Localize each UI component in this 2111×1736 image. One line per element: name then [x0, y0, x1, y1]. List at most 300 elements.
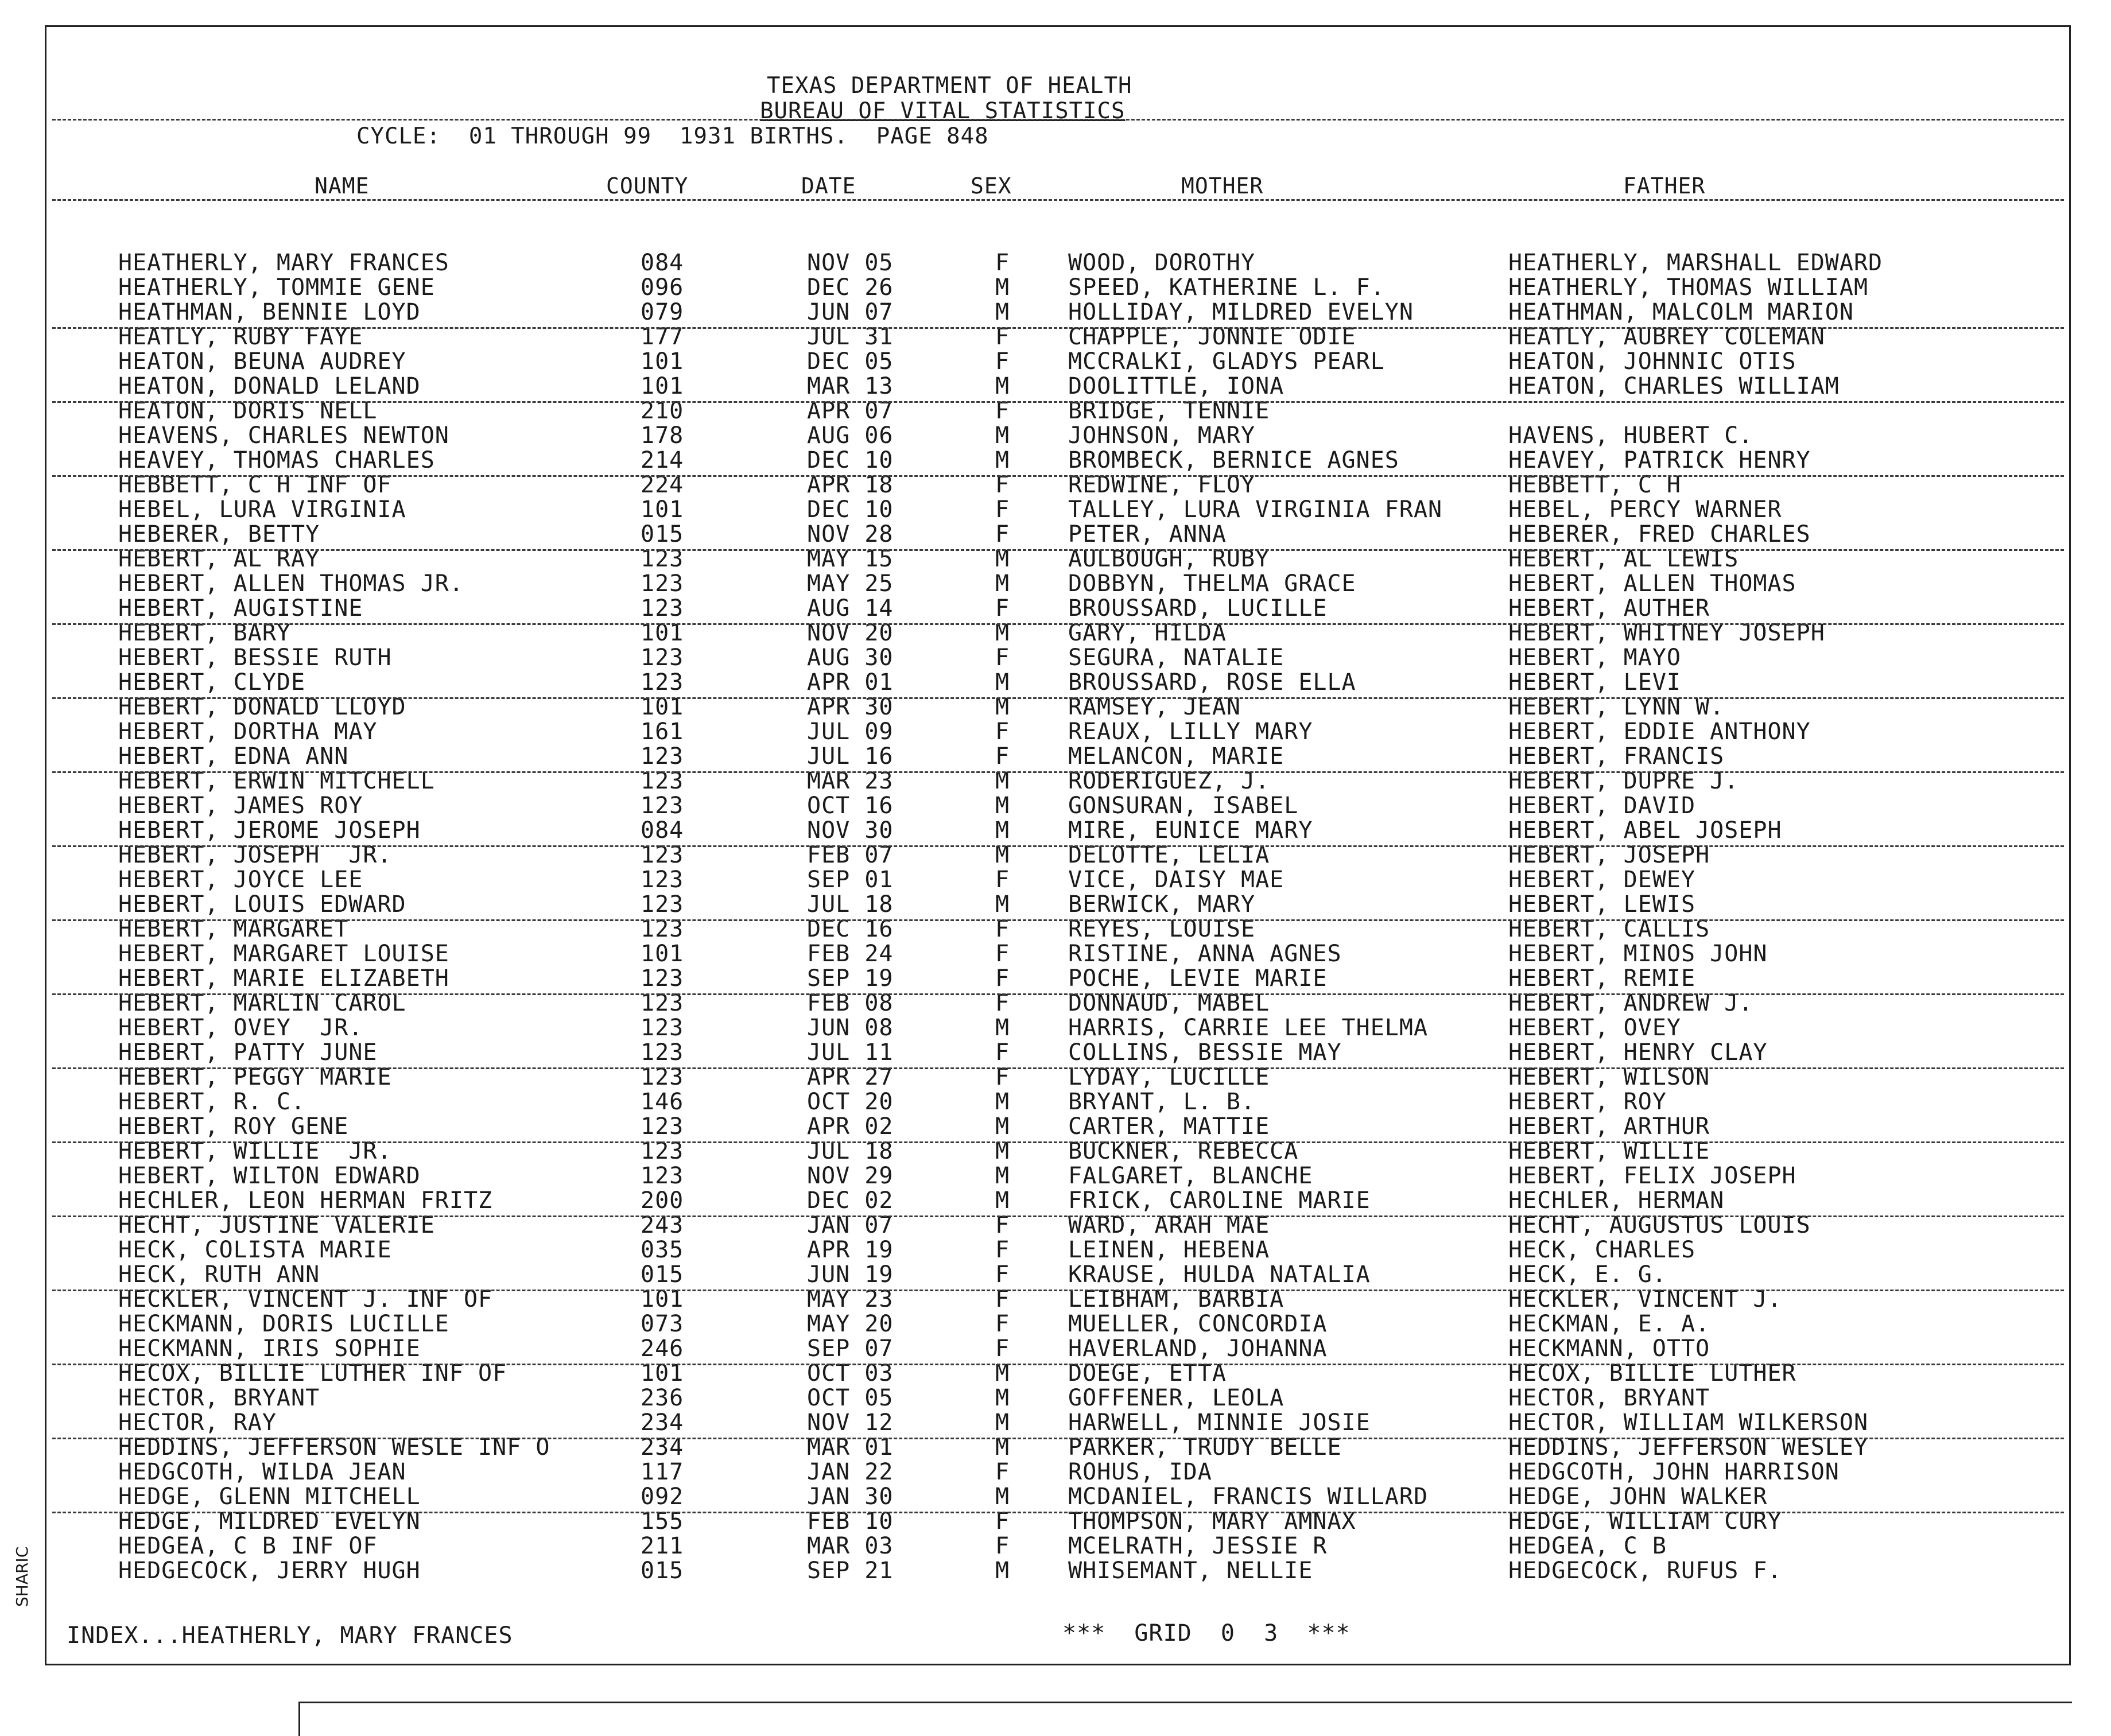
table-row [46, 1485, 2073, 1509]
cell-county: 123 [641, 768, 684, 794]
cell-county: 214 [641, 447, 684, 473]
cell-county: 123 [641, 1015, 684, 1041]
cell-county: 084 [641, 250, 684, 276]
cell-county: 101 [641, 694, 684, 720]
cell-father: HEBERT, FELIX JOSEPH [1508, 1163, 1796, 1189]
cell-sex: F [995, 867, 1010, 893]
cell-sex: F [995, 1459, 1010, 1485]
table-row [46, 720, 2073, 744]
cell-date: JUL 16 [807, 743, 894, 770]
table-row [46, 1263, 2073, 1287]
cell-name: HEATON, BEUNA AUDREY [118, 348, 406, 375]
cell-date: OCT 20 [807, 1089, 894, 1115]
cell-mother: HOLLIDAY, MILDRED EVELYN [1068, 299, 1414, 325]
cell-name: HECTOR, BRYANT [118, 1385, 320, 1411]
row-group-rule [52, 623, 2064, 625]
table-row [46, 448, 2073, 473]
cell-sex: F [995, 1286, 1010, 1312]
cell-name: HEATON, DONALD LELAND [118, 373, 421, 399]
cell-mother: PARKER, TRUDY BELLE [1068, 1434, 1342, 1461]
cell-name: HEBERT, ALLEN THOMAS JR. [118, 570, 464, 597]
cell-father: HEBERT, DEWEY [1508, 867, 1696, 893]
table-row [46, 522, 2073, 547]
cell-mother: RAMSEY, JEAN [1068, 694, 1241, 720]
table-row [46, 1016, 2073, 1040]
cell-date: JAN 22 [807, 1459, 894, 1485]
cell-mother: GARY, HILDA [1068, 620, 1227, 646]
table-row [46, 596, 2073, 621]
table-row [46, 1238, 2073, 1263]
cell-name: HEAVENS, CHARLES NEWTON [118, 422, 449, 449]
table-row [46, 498, 2073, 522]
cell-sex: M [995, 1015, 1010, 1041]
cell-father: HEBERT, CALLIS [1508, 916, 1710, 942]
cell-mother: DOOLITTLE, IONA [1068, 373, 1285, 399]
cell-name: HEATHMAN, BENNIE LOYD [118, 299, 421, 325]
cell-mother: LEINEN, HEBENA [1068, 1237, 1270, 1263]
cell-name: HEDGE, GLENN MITCHELL [118, 1483, 421, 1510]
cell-date: DEC 02 [807, 1187, 894, 1214]
cell-sex: F [995, 965, 1010, 992]
cell-name: HEBERT, OVEY JR. [118, 1015, 363, 1041]
cell-father: HECKMANN, OTTO [1508, 1335, 1710, 1362]
footer-grid: *** GRID 0 3 *** [1062, 1620, 1351, 1646]
cell-sex: F [995, 941, 1010, 967]
cell-date: JUL 18 [807, 891, 894, 918]
cell-father: HEDDINS, JEFFERSON WESLEY [1508, 1434, 1869, 1461]
cell-county: 015 [641, 521, 684, 547]
cell-name: HEATHERLY, MARY FRANCES [118, 250, 449, 276]
cell-mother: REYES, LOUISE [1068, 916, 1256, 942]
cell-date: NOV 05 [807, 250, 894, 276]
cell-date: NOV 30 [807, 817, 894, 844]
cell-county: 161 [641, 719, 684, 745]
cell-father: HEBERT, DUPRE J. [1508, 768, 1739, 794]
cell-county: 123 [641, 1113, 684, 1140]
cell-mother: SEGURA, NATALIE [1068, 644, 1285, 671]
cell-sex: F [995, 1039, 1010, 1066]
cell-date: JUN 19 [807, 1261, 894, 1288]
cell-father: HEBERT, LYNN W. [1508, 694, 1725, 720]
cell-father: HEBERT, ALLEN THOMAS [1508, 570, 1796, 597]
cell-sex: M [995, 1434, 1010, 1461]
cell-county: 178 [641, 422, 684, 449]
cell-date: JAN 07 [807, 1212, 894, 1238]
cell-sex: M [995, 1187, 1010, 1214]
table-row [46, 1460, 2073, 1485]
cell-date: OCT 05 [807, 1385, 894, 1411]
cell-mother: MUELLER, CONCORDIA [1068, 1311, 1328, 1337]
table-row [46, 300, 2073, 325]
cell-county: 015 [641, 1261, 684, 1288]
column-header-name: NAME [315, 173, 370, 199]
cell-date: APR 18 [807, 472, 894, 498]
cell-father: HEDGECOCK, RUFUS F. [1508, 1558, 1782, 1584]
table-row [46, 275, 2073, 300]
cell-father: HEATHERLY, THOMAS WILLIAM [1508, 274, 1869, 301]
cell-county: 084 [641, 817, 684, 844]
cell-father: HEBERT, JOSEPH [1508, 842, 1710, 868]
cell-father: HEBERT, WHITNEY JOSEPH [1508, 620, 1825, 646]
cell-mother: GONSURAN, ISABEL [1068, 793, 1299, 819]
table-row [46, 374, 2073, 399]
cell-father: HECOX, BILLIE LUTHER [1508, 1360, 1796, 1387]
cell-father: HECTOR, WILLIAM WILKERSON [1508, 1409, 1869, 1436]
cell-county: 123 [641, 570, 684, 597]
cell-name: HECKMANN, DORIS LUCILLE [118, 1311, 449, 1337]
cell-father: HEBERT, HENRY CLAY [1508, 1039, 1768, 1066]
cell-father: HEBBETT, C H [1508, 472, 1681, 498]
cell-sex: F [995, 1533, 1010, 1559]
cell-mother: BERWICK, MARY [1068, 891, 1256, 918]
cell-father: HEDGE, WILLIAM CURY [1508, 1508, 1782, 1535]
cell-father: HECKMAN, E. A. [1508, 1311, 1710, 1337]
cell-county: 177 [641, 324, 684, 350]
cell-mother: GOFFENER, LEOLA [1068, 1385, 1285, 1411]
cell-sex: M [995, 1089, 1010, 1115]
cell-date: NOV 28 [807, 521, 894, 547]
cell-father: HEBERT, LEWIS [1508, 891, 1696, 918]
cell-sex: M [995, 299, 1010, 325]
cell-sex: F [995, 472, 1010, 498]
table-row [46, 670, 2073, 695]
cell-sex: M [995, 1163, 1010, 1189]
cell-name: HEBERT, BARY [118, 620, 291, 646]
row-group-rule [52, 549, 2064, 551]
cell-name: HEBERT, JAMES ROY [118, 793, 363, 819]
cell-mother: COLLINS, BESSIE MAY [1068, 1039, 1342, 1066]
cell-sex: M [995, 669, 1010, 696]
cell-name: HEDGEA, C B INF OF [118, 1533, 378, 1559]
table-row [46, 1534, 2073, 1559]
cell-county: 210 [641, 398, 684, 424]
cell-county: 101 [641, 1286, 684, 1312]
cell-name: HEBERER, BETTY [118, 521, 320, 547]
cell-county: 123 [641, 916, 684, 942]
side-mark: SHARIC [13, 1546, 32, 1607]
cell-county: 117 [641, 1459, 684, 1485]
cell-county: 224 [641, 472, 684, 498]
cell-sex: M [995, 447, 1010, 473]
cell-sex: M [995, 1138, 1010, 1164]
cell-mother: MIRE, EUNICE MARY [1068, 817, 1313, 844]
cell-name: HECKMANN, IRIS SOPHIE [118, 1335, 421, 1362]
table-row [46, 868, 2073, 892]
header-title: TEXAS DEPARTMENT OF HEALTH [767, 73, 1132, 99]
cell-date: DEC 16 [807, 916, 894, 942]
cell-mother: PETER, ANNA [1068, 521, 1227, 547]
cell-father: HEATHMAN, MALCOLM MARION [1508, 299, 1854, 325]
table-row [46, 1337, 2073, 1361]
table-row [46, 572, 2073, 596]
cell-date: APR 19 [807, 1237, 894, 1263]
cell-father: HECHLER, HERMAN [1508, 1187, 1725, 1214]
cell-sex: F [995, 324, 1010, 350]
cell-date: JUL 09 [807, 719, 894, 745]
cell-father: HEBERT, FRANCIS [1508, 743, 1725, 770]
table-row [46, 349, 2073, 374]
cell-father: HAVENS, HUBERT C. [1508, 422, 1753, 449]
cell-name: HEBERT, JEROME JOSEPH [118, 817, 421, 844]
cell-county: 092 [641, 1483, 684, 1510]
cell-father: HEDGCOTH, JOHN HARRISON [1508, 1459, 1840, 1485]
cell-name: HEBERT, DORTHA MAY [118, 719, 378, 745]
cell-mother: WOOD, DOROTHY [1068, 250, 1256, 276]
cell-name: HEBERT, R. C. [118, 1089, 306, 1115]
cell-mother: BROMBECK, BERNICE AGNES [1068, 447, 1399, 473]
cell-county: 243 [641, 1212, 684, 1238]
cell-mother: BUCKNER, REBECCA [1068, 1138, 1299, 1164]
table-row [46, 1040, 2073, 1065]
cell-father: HECHT, AUGUSTUS LOUIS [1508, 1212, 1811, 1238]
row-group-rule [52, 697, 2064, 699]
cell-name: HECOX, BILLIE LUTHER INF OF [118, 1360, 507, 1387]
cell-county: 123 [641, 990, 684, 1016]
cell-father: HEBERT, MAYO [1508, 644, 1681, 671]
cell-date: SEP 21 [807, 1558, 894, 1584]
cell-sex: M [995, 1385, 1010, 1411]
cell-date: AUG 30 [807, 644, 894, 671]
cell-county: 123 [641, 867, 684, 893]
cell-father: HEBERT, AUTHER [1508, 595, 1710, 622]
cell-sex: F [995, 1508, 1010, 1535]
cell-father: HEBERT, WILSON [1508, 1064, 1710, 1090]
cell-sex: F [995, 1237, 1010, 1263]
cell-county: 123 [641, 595, 684, 622]
cell-sex: F [995, 1064, 1010, 1090]
table-row [46, 1312, 2073, 1337]
cell-sex: M [995, 694, 1010, 720]
cell-mother: MCDANIEL, FRANCIS WILLARD [1068, 1483, 1429, 1510]
cell-name: HEATLY, RUBY FAYE [118, 324, 363, 350]
cell-mother: VICE, DAISY MAE [1068, 867, 1285, 893]
record-sheet [45, 25, 2071, 1665]
cell-county: 101 [641, 1360, 684, 1387]
cell-date: MAR 03 [807, 1533, 894, 1559]
cell-county: 123 [641, 1163, 684, 1189]
cell-father: HEBERT, EDDIE ANTHONY [1508, 719, 1811, 745]
cell-county: 234 [641, 1409, 684, 1436]
cell-date: APR 30 [807, 694, 894, 720]
cell-mother: DOBBYN, THELMA GRACE [1068, 570, 1356, 597]
cell-father: HEDGEA, C B [1508, 1533, 1667, 1559]
cell-mother: RODERIGUEZ, J. [1068, 768, 1270, 794]
cell-date: MAY 20 [807, 1311, 894, 1337]
cell-date: AUG 06 [807, 422, 894, 449]
cell-name: HEBERT, PEGGY MARIE [118, 1064, 392, 1090]
cell-mother: CHAPPLE, JONNIE ODIE [1068, 324, 1356, 350]
table-row [46, 1114, 2073, 1139]
cell-sex: M [995, 620, 1010, 646]
column-header-rule [52, 199, 2064, 201]
cell-sex: M [995, 1409, 1010, 1436]
cell-name: HEBERT, MARGARET [118, 916, 349, 942]
cell-county: 123 [641, 743, 684, 770]
cell-mother: DONNAUD, MABEL [1068, 990, 1270, 1016]
cell-sex: F [995, 1311, 1010, 1337]
cell-date: APR 02 [807, 1113, 894, 1140]
cell-name: HEBERT, BESSIE RUTH [118, 644, 392, 671]
cell-date: JAN 30 [807, 1483, 894, 1510]
cycle-line: CYCLE: 01 THROUGH 99 1931 BIRTHS. PAGE 848 [356, 123, 989, 149]
cell-name: HEBERT, ROY GENE [118, 1113, 349, 1140]
cell-name: HECKLER, VINCENT J. INF OF [118, 1286, 493, 1312]
cell-father: HEBEL, PERCY WARNER [1508, 496, 1782, 523]
table-row [46, 744, 2073, 769]
cell-sex: F [995, 595, 1010, 622]
cell-county: 146 [641, 1089, 684, 1115]
footer-index: INDEX...HEATHERLY, MARY FRANCES [67, 1622, 513, 1649]
cell-mother: MELANCON, MARIE [1068, 743, 1285, 770]
column-header-county: COUNTY [606, 173, 689, 199]
row-group-rule [52, 1141, 2064, 1143]
cell-date: APR 01 [807, 669, 894, 696]
cell-date: AUG 14 [807, 595, 894, 622]
cell-mother: FALGARET, BLANCHE [1068, 1163, 1313, 1189]
cell-date: MAR 01 [807, 1434, 894, 1461]
table-row [46, 818, 2073, 843]
table-row [46, 1386, 2073, 1411]
cell-sex: M [995, 842, 1010, 868]
cell-father: HEBERT, ABEL JOSEPH [1508, 817, 1782, 844]
cell-name: HEBEL, LURA VIRGINIA [118, 496, 406, 523]
cell-sex: F [995, 398, 1010, 424]
cell-county: 123 [641, 793, 684, 819]
cell-mother: BRIDGE, TENNIE [1068, 398, 1270, 424]
cell-date: MAY 15 [807, 546, 894, 572]
cell-mother: DELOTTE, LELIA [1068, 842, 1270, 868]
cell-county: 200 [641, 1187, 684, 1214]
cell-sex: M [995, 1483, 1010, 1510]
column-header-date: DATE [801, 173, 856, 199]
cell-county: 123 [641, 546, 684, 572]
cell-name: HEBERT, WILTON EDWARD [118, 1163, 421, 1189]
cell-date: DEC 05 [807, 348, 894, 375]
cell-mother: ROHUS, IDA [1068, 1459, 1212, 1485]
cell-father: HEBERT, REMIE [1508, 965, 1696, 992]
cell-name: HEBERT, AUGISTINE [118, 595, 363, 622]
cell-father: HEBERT, AL LEWIS [1508, 546, 1739, 572]
row-group-rule [52, 327, 2064, 329]
cell-sex: M [995, 1113, 1010, 1140]
cell-county: 101 [641, 941, 684, 967]
cell-county: 123 [641, 1138, 684, 1164]
cell-mother: RISTINE, ANNA AGNES [1068, 941, 1342, 967]
cell-name: HECK, COLISTA MARIE [118, 1237, 392, 1263]
cell-father: HEATLY, AUBREY COLEMAN [1508, 324, 1825, 350]
table-row [46, 794, 2073, 818]
cell-father: HEBERT, ARTHUR [1508, 1113, 1710, 1140]
cell-sex: M [995, 422, 1010, 449]
cell-date: NOV 29 [807, 1163, 894, 1189]
cell-date: FEB 24 [807, 941, 894, 967]
cell-sex: M [995, 1360, 1010, 1387]
cell-mother: MCCRALKI, GLADYS PEARL [1068, 348, 1385, 375]
table-row [46, 942, 2073, 966]
cell-name: HEBERT, WILLIE JR. [118, 1138, 392, 1164]
table-row [46, 1164, 2073, 1189]
cell-father: HECK, E. G. [1508, 1261, 1667, 1288]
cell-name: HEBERT, MARLIN CAROL [118, 990, 406, 1016]
cell-father: HEAVEY, PATRICK HENRY [1508, 447, 1811, 473]
cell-mother: HARWELL, MINNIE JOSIE [1068, 1409, 1371, 1436]
cell-name: HEBERT, ERWIN MITCHELL [118, 768, 435, 794]
table-row [46, 646, 2073, 670]
cell-sex: F [995, 348, 1010, 375]
cell-sex: M [995, 274, 1010, 301]
cell-father: HEATON, JOHNNIC OTIS [1508, 348, 1796, 375]
cell-county: 123 [641, 842, 684, 868]
cell-date: JUL 11 [807, 1039, 894, 1066]
cell-date: NOV 20 [807, 620, 894, 646]
cell-date: NOV 12 [807, 1409, 894, 1436]
cell-date: MAR 23 [807, 768, 894, 794]
cell-county: 246 [641, 1335, 684, 1362]
cell-date: FEB 07 [807, 842, 894, 868]
cell-father: HEBERT, MINOS JOHN [1508, 941, 1768, 967]
next-page-edge [298, 1702, 2072, 1736]
cell-mother: LYDAY, LUCILLE [1068, 1064, 1270, 1090]
cell-father: HECK, CHARLES [1508, 1237, 1696, 1263]
cell-mother: LEIBHAM, BARBIA [1068, 1286, 1285, 1312]
cell-mother: AULBOUGH, RUBY [1068, 546, 1270, 572]
cell-county: 155 [641, 1508, 684, 1535]
cell-mother: FRICK, CAROLINE MARIE [1068, 1187, 1371, 1214]
cell-county: 101 [641, 373, 684, 399]
cell-mother: WHISEMANT, NELLIE [1068, 1558, 1313, 1584]
cell-name: HEDGCOTH, WILDA JEAN [118, 1459, 406, 1485]
cell-name: HEBERT, AL RAY [118, 546, 320, 572]
cell-mother: THOMPSON, MARY AMNAX [1068, 1508, 1356, 1535]
column-header-father: FATHER [1623, 173, 1706, 199]
cell-sex: F [995, 1335, 1010, 1362]
row-group-rule [52, 475, 2064, 477]
cell-name: HEBERT, JOYCE LEE [118, 867, 363, 893]
cell-name: HECHLER, LEON HERMAN FRITZ [118, 1187, 493, 1214]
cell-mother: TALLEY, LURA VIRGINIA FRAN [1068, 496, 1443, 523]
row-group-rule [52, 1512, 2064, 1513]
cell-mother: REDWINE, FLOY [1068, 472, 1256, 498]
table-row [46, 424, 2073, 448]
row-group-rule [52, 401, 2064, 403]
cell-father: HECTOR, BRYANT [1508, 1385, 1710, 1411]
cell-county: 123 [641, 669, 684, 696]
cell-date: MAY 25 [807, 570, 894, 597]
cell-date: JUN 07 [807, 299, 894, 325]
cell-date: SEP 19 [807, 965, 894, 992]
cell-sex: F [995, 250, 1010, 276]
cell-date: FEB 08 [807, 990, 894, 1016]
cell-date: DEC 10 [807, 496, 894, 523]
cell-county: 073 [641, 1311, 684, 1337]
cell-father: HECKLER, VINCENT J. [1508, 1286, 1782, 1312]
cell-name: HEATON, DORIS NELL [118, 398, 378, 424]
cell-sex: F [995, 1212, 1010, 1238]
row-group-rule [52, 1438, 2064, 1439]
cell-county: 015 [641, 1558, 684, 1584]
cell-name: HEBERT, MARIE ELIZABETH [118, 965, 449, 992]
table-row [46, 251, 2073, 275]
cell-date: APR 07 [807, 398, 894, 424]
column-header-sex: SEX [971, 173, 1012, 199]
header-rule-top [52, 119, 2064, 121]
cell-sex: F [995, 1261, 1010, 1288]
row-group-rule [52, 1364, 2064, 1365]
cell-name: HEATHERLY, TOMMIE GENE [118, 274, 435, 301]
cell-mother: BRYANT, L. B. [1068, 1089, 1256, 1115]
row-group-rule [52, 1290, 2064, 1291]
row-group-rule [52, 1067, 2064, 1069]
